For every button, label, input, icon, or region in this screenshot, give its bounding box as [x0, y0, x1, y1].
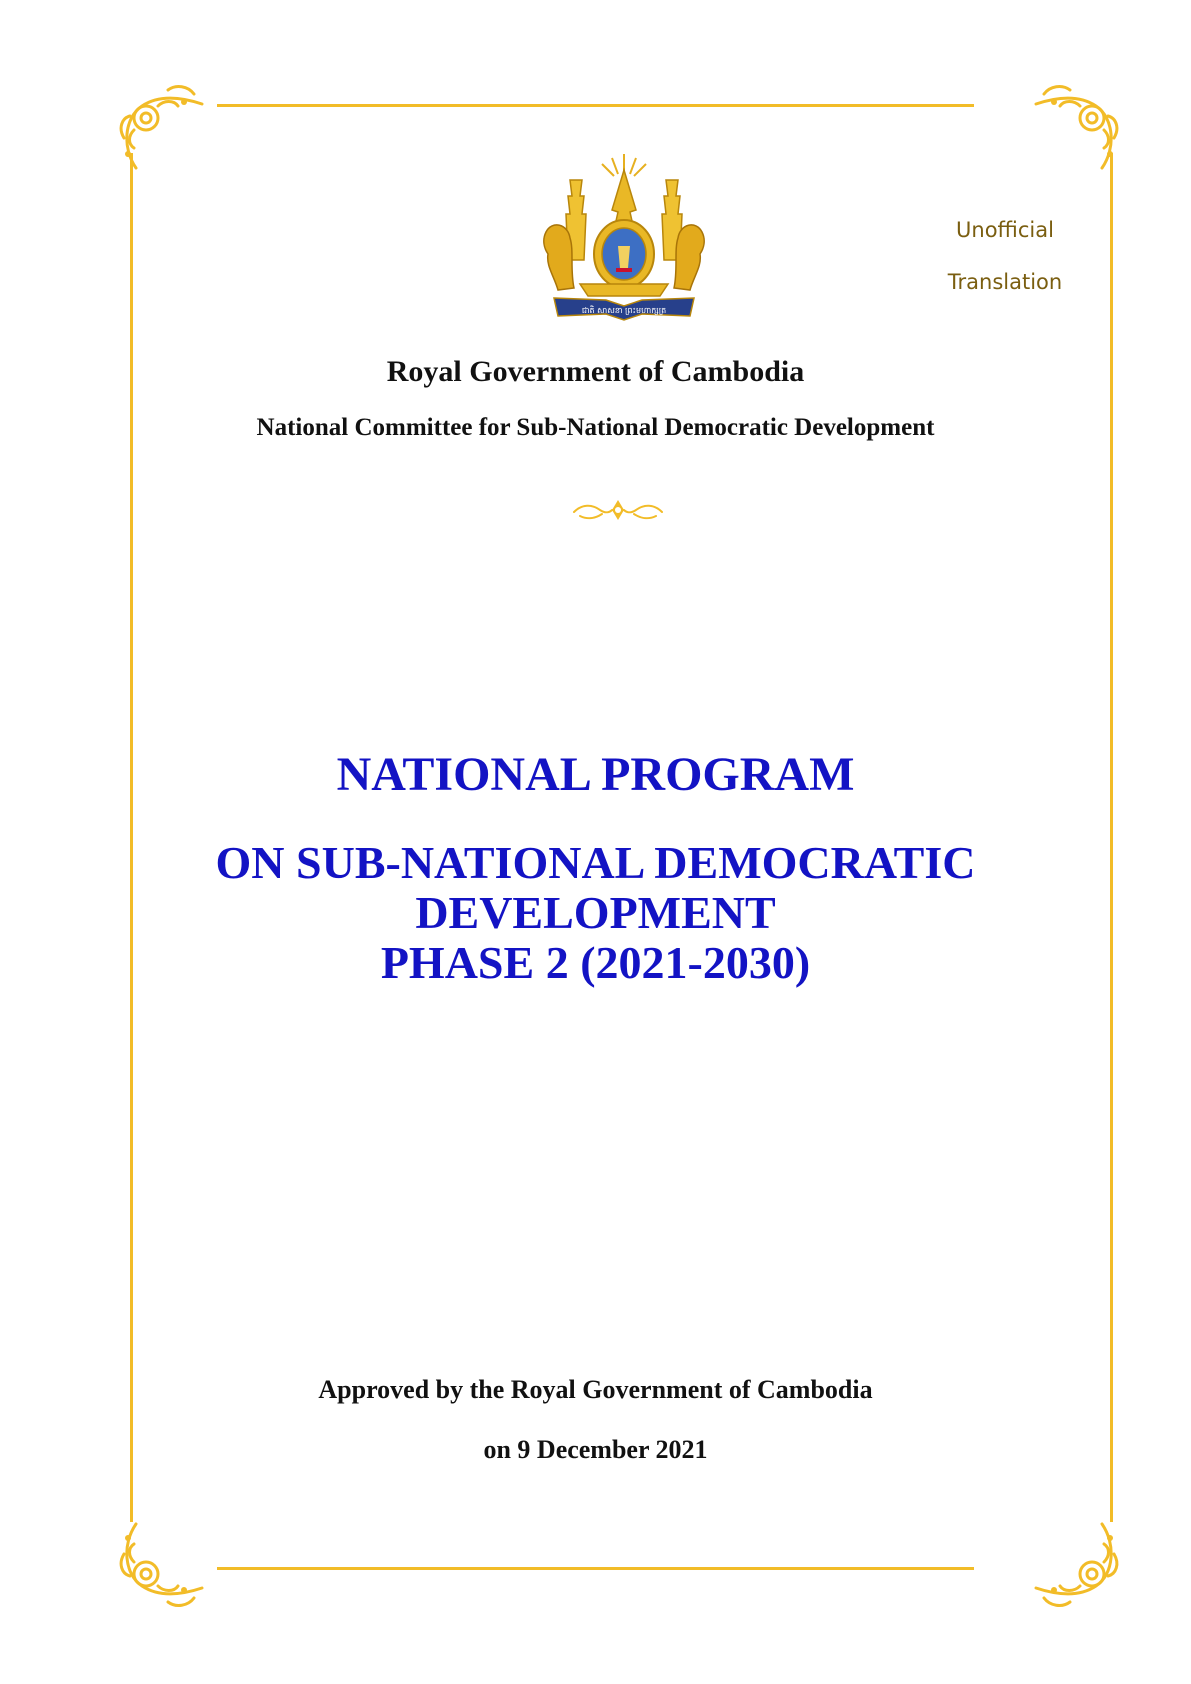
program-subtitle	[0, 838, 1191, 988]
emblem-ribbon-text: ជាតិ សាសនា ព្រះមហាក្សត្រ	[581, 306, 667, 315]
note-line-unofficial: Unofficial	[956, 218, 1054, 242]
approval-date: on 9 December 2021	[483, 1435, 708, 1464]
corner-ornament-top-right-icon	[1030, 78, 1126, 174]
frame-bottom-border	[217, 1567, 974, 1570]
subtitle-line-1: ON SUB-NATIONAL DEMOCRATIC	[215, 837, 976, 888]
frame-top-border	[217, 104, 974, 107]
unofficial-translation-note	[930, 204, 1080, 308]
subtitle-line-2: DEVELOPMENT	[415, 887, 776, 938]
corner-ornament-bottom-right-icon	[1030, 1518, 1126, 1614]
subtitle-line-3: PHASE 2 (2021-2030)	[380, 937, 811, 988]
committee-name: National Committee for Sub-National Democratic Development	[256, 414, 935, 441]
divider-ornament-icon	[570, 496, 666, 524]
royal-emblem-icon	[540, 150, 708, 322]
corner-ornament-top-left-icon	[112, 78, 208, 174]
approval-statement: Approved by the Royal Government of Cambodia	[318, 1375, 873, 1404]
note-line-translation: Translation	[947, 270, 1063, 294]
program-title: NATIONAL PROGRAM	[336, 748, 855, 801]
corner-ornament-bottom-left-icon	[112, 1518, 208, 1614]
government-name: Royal Government of Cambodia	[386, 355, 805, 388]
